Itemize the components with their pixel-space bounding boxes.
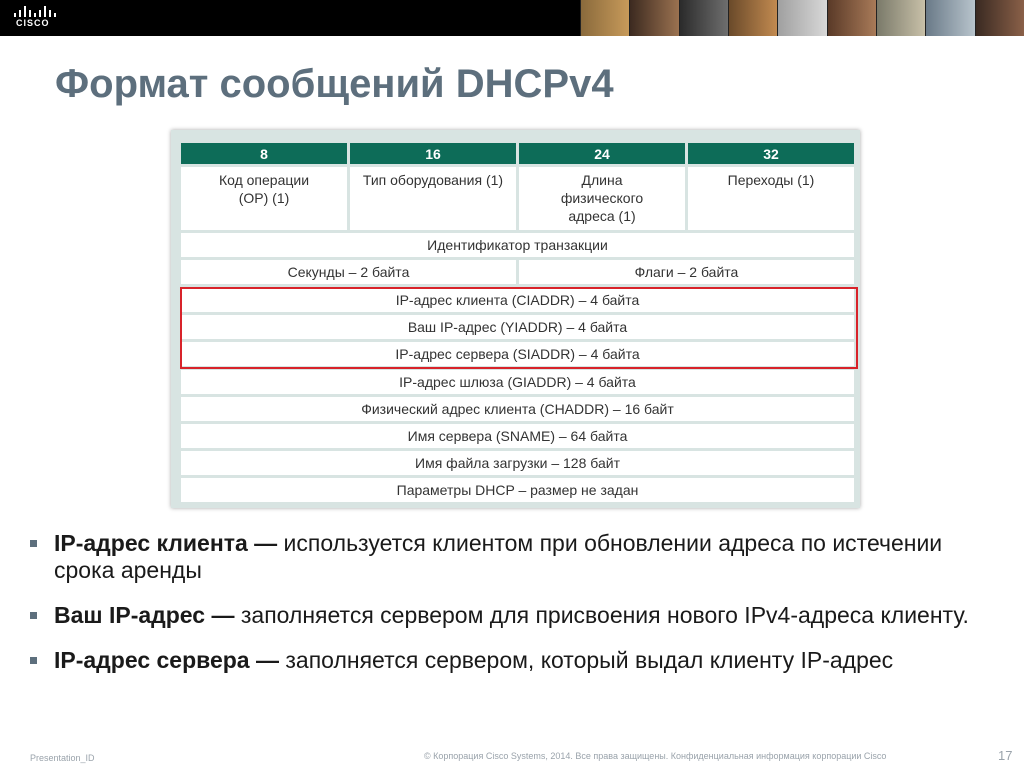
bit-header-32: 32 bbox=[688, 143, 854, 164]
field-transaction-id: Идентификатор транзакции bbox=[181, 233, 854, 257]
field-yiaddr: Ваш IP-адрес (YIADDR) – 4 байта bbox=[181, 315, 854, 339]
bullet-term: Ваш IP-адрес — bbox=[54, 602, 235, 628]
bit-header-8: 8 bbox=[181, 143, 347, 164]
bullet-yiaddr bbox=[30, 602, 990, 629]
field-file: Имя файла загрузки – 128 байт bbox=[181, 451, 854, 475]
bullet-text: заполняется сервером для присвоения нового IPv4-адреса клиенту. bbox=[234, 602, 969, 628]
field-hw-addr-len: Длина физического адреса (1) bbox=[519, 167, 685, 230]
cisco-bars-icon bbox=[14, 5, 58, 17]
field-chaddr: Физический адрес клиента (CHADDR) – 16 байт bbox=[181, 397, 854, 421]
field-ciaddr: IP-адрес клиента (CIADDR) – 4 байта bbox=[181, 288, 854, 312]
field-hw-type: Тип оборудования (1) bbox=[350, 167, 516, 230]
field-flags: Флаги – 2 байта bbox=[519, 260, 854, 284]
page-number: 17 bbox=[998, 748, 1013, 763]
bullet-square-icon bbox=[30, 612, 37, 619]
presentation-id: Presentation_ID bbox=[30, 753, 95, 763]
bit-header-16: 16 bbox=[350, 143, 516, 164]
field-options: Параметры DHCP – размер не задан bbox=[181, 478, 854, 502]
bullet-ciaddr bbox=[30, 530, 990, 584]
field-giaddr: IP-адрес шлюза (GIADDR) – 4 байта bbox=[181, 370, 854, 394]
field-hops: Переходы (1) bbox=[688, 167, 854, 230]
cisco-logo-text: CISCO bbox=[16, 18, 50, 28]
bullet-square-icon bbox=[30, 540, 37, 547]
bullet-siaddr bbox=[30, 647, 990, 674]
bit-header-24: 24 bbox=[519, 143, 685, 164]
field-sname: Имя сервера (SNAME) – 64 байта bbox=[181, 424, 854, 448]
field-seconds: Секунды – 2 байта bbox=[181, 260, 516, 284]
field-siaddr: IP-адрес сервера (SIADDR) – 4 байта bbox=[181, 342, 854, 366]
field-op-code: Код операции (OP) (1) bbox=[181, 167, 347, 230]
header-photo-strip bbox=[580, 0, 1024, 36]
bullet-term: IP-адрес клиента — bbox=[54, 530, 278, 556]
bullet-text: заполняется сервером, который выдал клиенту IP-адрес bbox=[279, 647, 894, 673]
cisco-logo bbox=[12, 5, 62, 31]
bullet-list bbox=[30, 530, 990, 692]
page-title: Формат сообщений DHCPv4 bbox=[55, 62, 614, 106]
bullet-square-icon bbox=[30, 657, 37, 664]
bullet-text: используется клиентом при обновлении адреса по истечении срока аренды bbox=[54, 530, 943, 583]
header-bar bbox=[0, 0, 1024, 36]
bullet-term: IP-адрес сервера — bbox=[54, 647, 279, 673]
copyright: © Корпорация Cisco Systems, 2014. Все права защищены. Конфиденциальная информация корпорации Cisco bbox=[424, 751, 887, 761]
